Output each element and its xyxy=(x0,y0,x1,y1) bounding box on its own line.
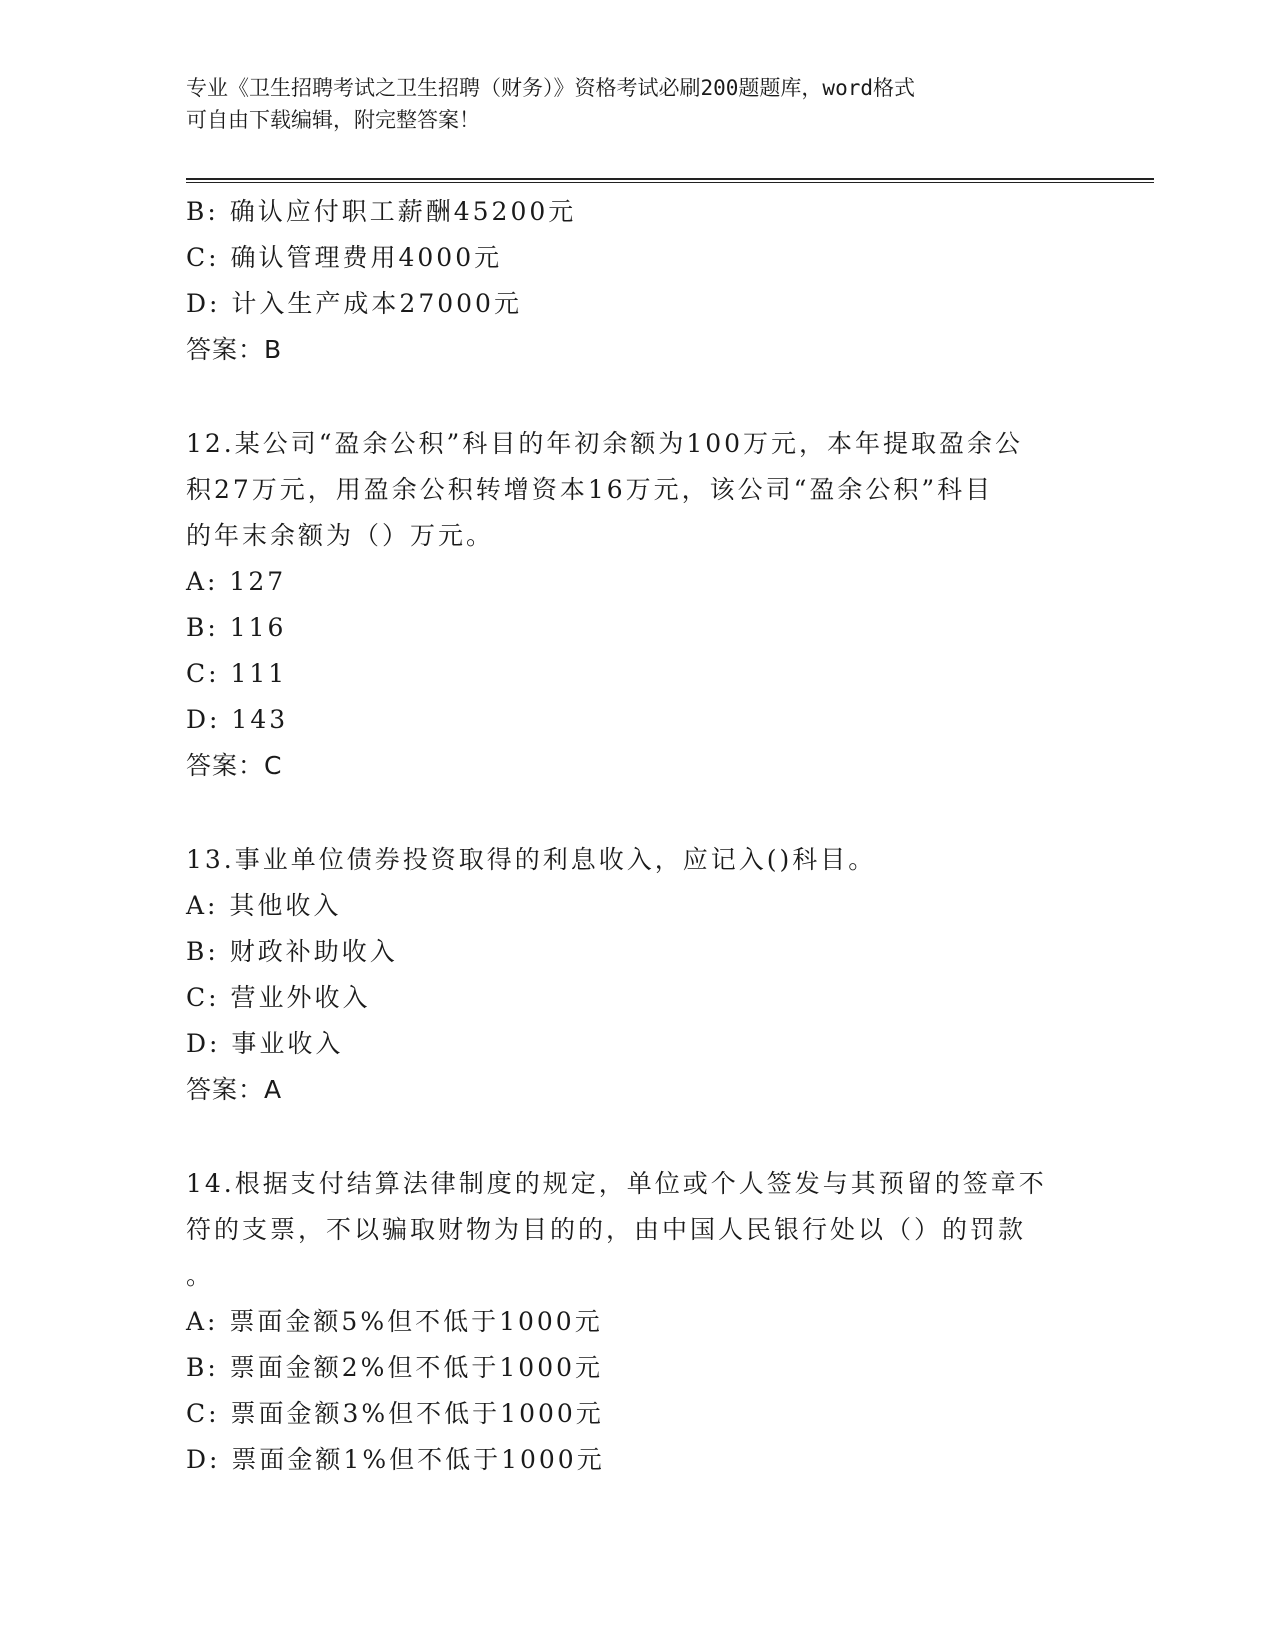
option-d: D: 计入生产成本27000元 xyxy=(186,289,522,318)
option-c: C: 确认管理费用4000元 xyxy=(186,243,503,272)
question-text-line: 14.根据支付结算法律制度的规定，单位或个人签发与其预留的签章不 xyxy=(186,1169,1047,1198)
document-header xyxy=(186,72,1086,136)
spacer xyxy=(186,373,1086,421)
option-c: C: 营业外收入 xyxy=(186,983,371,1012)
option-a: A: 票面金额5%但不低于1000元 xyxy=(186,1307,603,1336)
spacer xyxy=(186,789,1086,837)
header-divider xyxy=(186,178,1154,183)
option-a: A: 其他收入 xyxy=(186,891,342,920)
option-c: C: 111 xyxy=(186,659,288,688)
option-b: B: 票面金额2%但不低于1000元 xyxy=(186,1353,604,1382)
answer-line: 答案：A xyxy=(186,1075,283,1104)
option-b: B: 确认应付职工薪酬45200元 xyxy=(186,197,577,226)
option-b: B: 财政补助收入 xyxy=(186,937,398,966)
question-text-line: 的年末余额为（）万元。 xyxy=(186,521,495,550)
option-d: D: 事业收入 xyxy=(186,1029,344,1058)
option-c: C: 票面金额3%但不低于1000元 xyxy=(186,1399,604,1428)
option-d: D: 143 xyxy=(186,705,289,734)
question-text-line: 。 xyxy=(186,1261,215,1290)
answer-line: 答案：B xyxy=(186,335,283,364)
option-a: A: 127 xyxy=(186,567,287,596)
question-block-12 xyxy=(186,421,1086,789)
option-d: D: 票面金额1%但不低于1000元 xyxy=(186,1445,605,1474)
spacer xyxy=(186,1113,1086,1161)
answer-line: 答案：C xyxy=(186,751,283,780)
question-block-13 xyxy=(186,837,1086,1113)
question-list xyxy=(186,189,1086,1483)
question-text-line: 符的支票，不以骗取财物为目的的，由中国人民银行处以（）的罚款 xyxy=(186,1215,1027,1244)
header-line-1: 专业《卫生招聘考试之卫生招聘（财务）》资格考试必刷200题题库，word格式 xyxy=(186,76,915,100)
question-text-line: 12.某公司“盈余公积”科目的年初余额为100万元，本年提取盈余公 xyxy=(186,429,1024,458)
question-block-11 xyxy=(186,189,1086,373)
header-line-2: 可自由下载编辑，附完整答案！ xyxy=(186,108,480,132)
question-block-14 xyxy=(186,1161,1086,1483)
question-text-line: 13.事业单位债券投资取得的利息收入，应记入()科目。 xyxy=(186,845,877,874)
option-b: B: 116 xyxy=(186,613,287,642)
question-text-line: 积27万元，用盈余公积转增资本16万元，该公司“盈余公积”科目 xyxy=(186,475,994,504)
